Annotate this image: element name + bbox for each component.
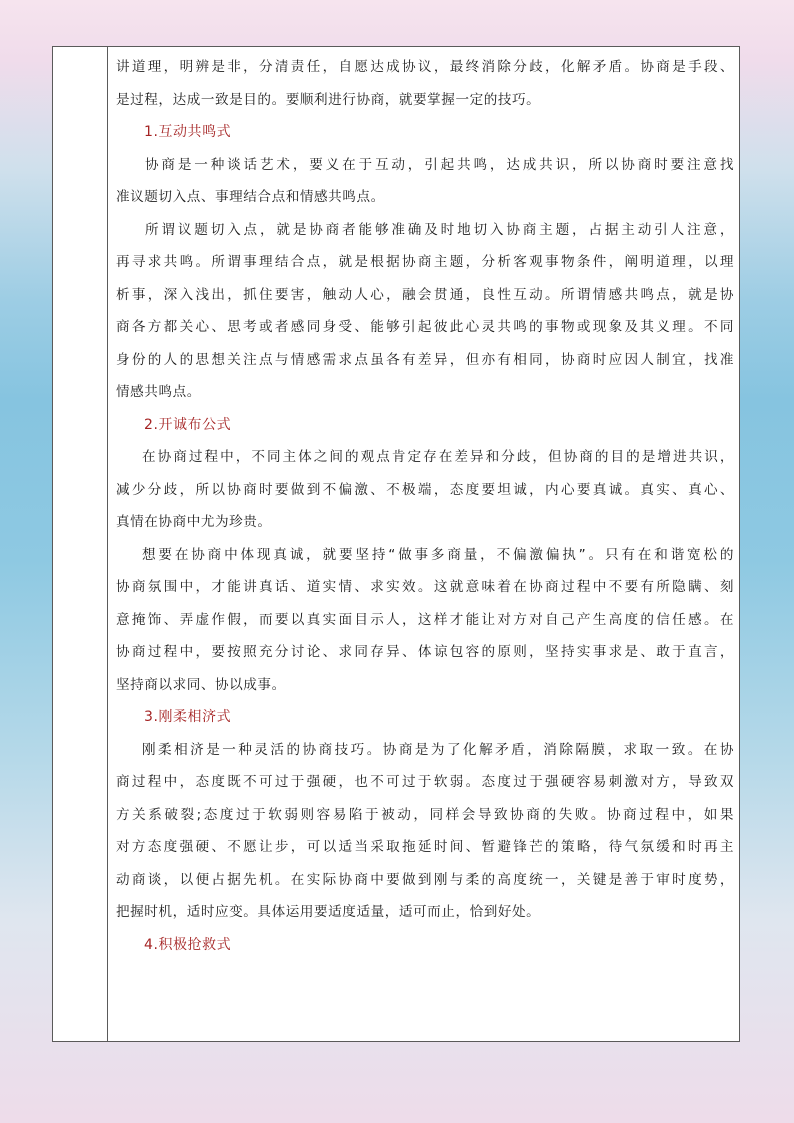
text-line: 想要在协商中体现真诚，就要坚持“做事多商量，不偏激偏执”。只有在和谐宽松的 (142, 546, 734, 563)
table-left-column (53, 47, 108, 1041)
text-line: 协商氛围中，才能讲真话、道实情、求实效。这就意味着在协商过程中不要有所隐瞒、刻 (116, 579, 734, 595)
text-line: 减少分歧，所以协商时要做到不偏激、不极端，态度要坦诚，内心要真诚。真实、真心、 (116, 481, 734, 498)
text-line: 析事，深入浅出，抓住要害，触动人心，融会贯通，良性互动。所谓情感共鸣点，就是协 (116, 286, 734, 303)
text-line: 方关系破裂;态度过于软弱则容易陷于被动，同样会导致协商的失败。协商过程中，如果 (116, 806, 734, 823)
text-line: 协商是一种谈话艺术，要义在于互动，引起共鸣，达成共识，所以协商时要注意找 (145, 156, 734, 173)
section-heading: 3.刚柔相济式 (144, 709, 232, 725)
section-heading: 4.积极抢救式 (144, 936, 232, 953)
text-line: 对方态度强硬、不愿让步，可以适当采取拖延时间、暂避锋芒的策略，待气氛缓和时再主 (116, 839, 734, 855)
text-line: 动商谈，以便占据先机。在实际协商中要做到刚与柔的高度统一，关键是善于审时度势， (116, 871, 734, 888)
text-line: 准议题切入点、事理结合点和情感共鸣点。 (116, 189, 385, 205)
section-heading: 1.互动共鸣式 (144, 124, 232, 140)
text-line: 讲道理，明辨是非，分清责任，自愿达成协议，最终消除分歧，化解矛盾。协商是手段、 (116, 59, 734, 75)
text-line: 情感共鸣点。 (116, 384, 201, 400)
text-line: 商过程中，态度既不可过于强硬，也不可过于软弱。态度过于强硬容易刺激对方，导致双 (116, 774, 734, 790)
text-line: 是过程，达成一致是目的。要顺利进行协商，就要掌握一定的技巧。 (116, 91, 541, 108)
text-line: 把握时机，适时应变。具体运用要适度适量，适可而止，恰到好处。 (116, 904, 541, 920)
text-line: 坚持商以求同、协以成事。 (116, 676, 286, 693)
document-page (52, 46, 740, 1042)
text-line: 协商过程中，要按照充分讨论、求同存异、体谅包容的原则，坚持实事求是、敢于直言， (116, 644, 734, 660)
document-body (116, 51, 734, 961)
text-line: 所谓议题切入点，就是协商者能够准确及时地切入协商主题，占据主动引人注意， (145, 221, 734, 238)
text-line: 在协商过程中，不同主体之间的观点肯定存在差异和分歧，但协商的目的是增进共识， (142, 449, 734, 465)
text-line: 真情在协商中尤为珍贵。 (116, 514, 272, 530)
text-line: 身份的人的思想关注点与情感需求点虽各有差异，但亦有相同，协商时应因人制宜，找准 (116, 351, 734, 368)
section-heading: 2.开诚布公式 (144, 416, 232, 433)
text-line: 商各方都关心、思考或者感同身受、能够引起彼此心灵共鸣的事物或现象及其义理。不同 (116, 319, 734, 335)
text-line: 刚柔相济是一种灵活的协商技巧。协商是为了化解矛盾，消除隔膜，求取一致。在协 (142, 741, 734, 758)
text-line: 意掩饰、弄虚作假，而要以真实面目示人，这样才能让对方对自己产生高度的信任感。在 (116, 611, 734, 628)
text-line: 再寻求共鸣。所谓事理结合点，就是根据协商主题，分析客观事物条件，阐明道理，以理 (116, 254, 734, 270)
